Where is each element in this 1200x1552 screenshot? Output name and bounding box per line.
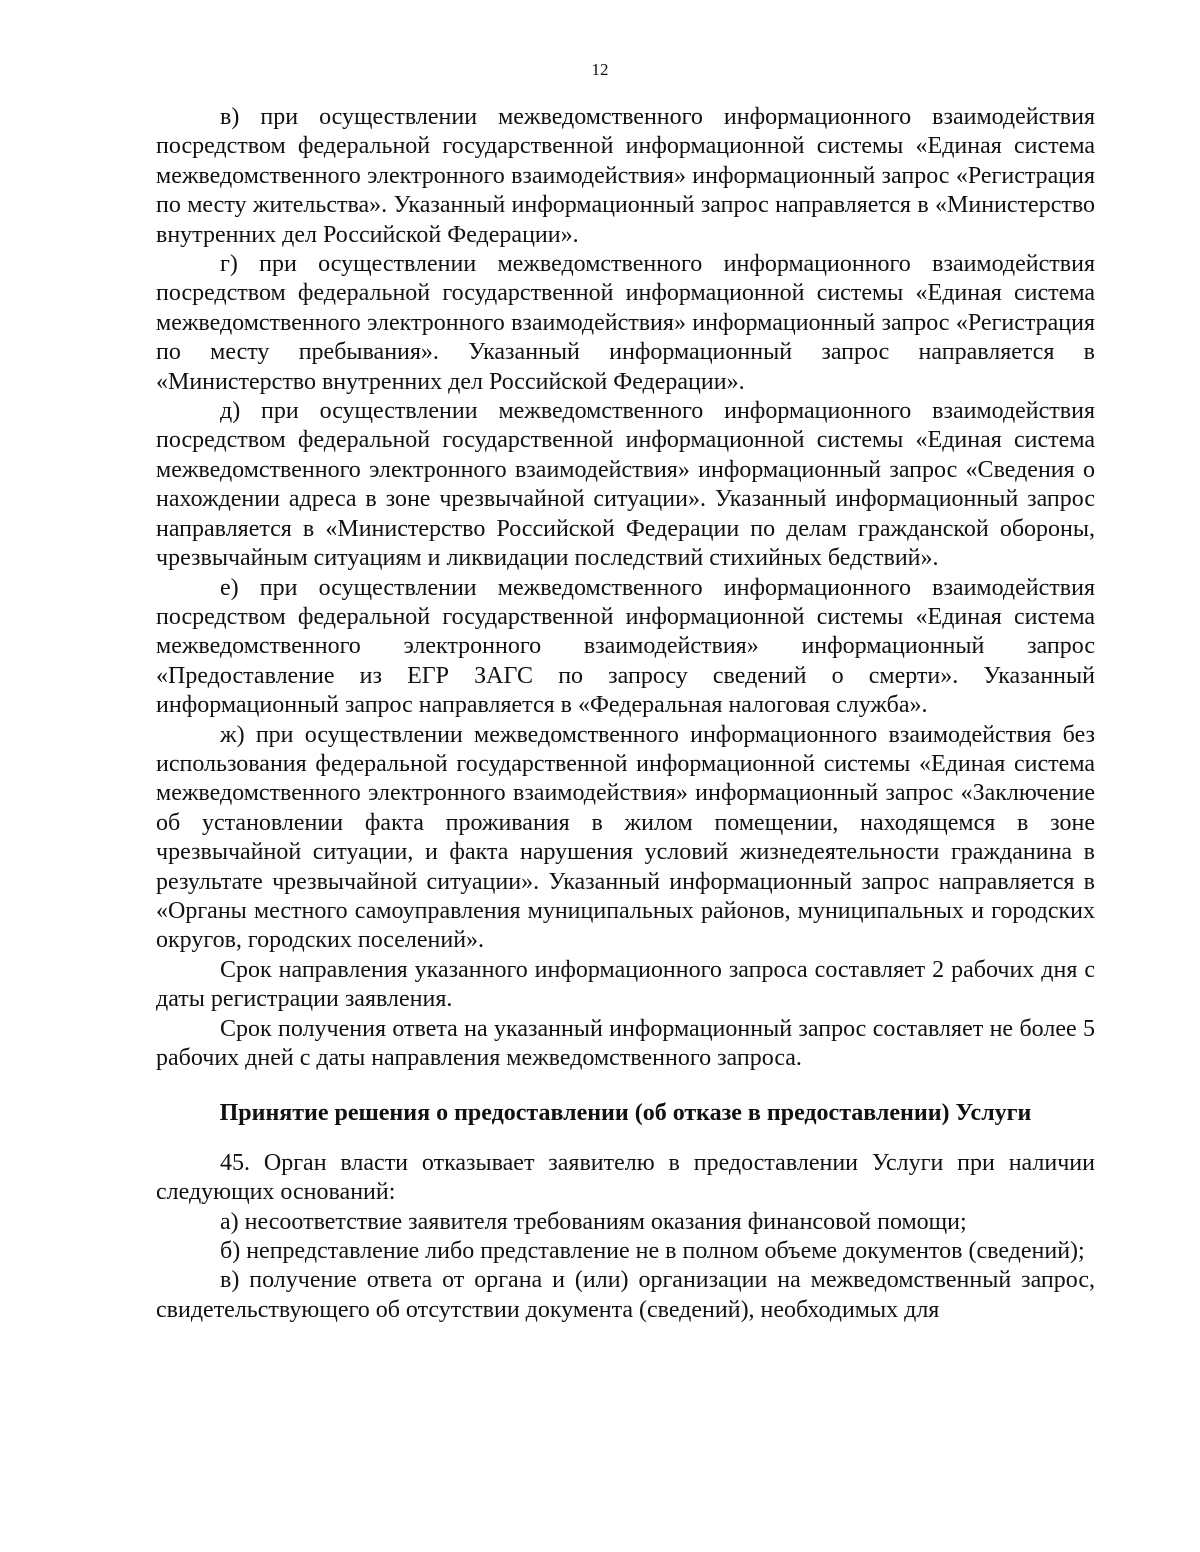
section-heading: Принятие решения о предоставлении (об отказе в предоставлении) Услуги: [219, 1100, 1032, 1127]
paragraph-response-deadline: Срок получения ответа на указанный информационный запрос составляет не более 5 рабочих дней с даты направления межведомственного запроса.: [156, 1015, 1095, 1071]
paragraph-45-b: б) непредставление либо представление не в полном объеме документов (сведений);: [220, 1238, 1085, 1265]
paragraph-item-d: д) при осуществлении межведомственного информационного взаимодействия посредством федеральной государственной информационной системы «Единая система межведомственного электронного взаимодействия» информационный запрос «Сведения о нахождении адреса в зоне чрезвычайной ситуации». Указанный информационный запрос направляется в «Министерство Российской Федерации по делам гражданской обороны, чрезвычайным ситуациям и ликвидации последствий стихийных бедствий».: [156, 398, 1095, 572]
paragraph-item-g: г) при осуществлении межведомственного информационного взаимодействия посредством федеральной государственной информационной системы «Единая система межведомственного электронного взаимодействия» информационный запрос «Регистрация по месту пребывания». Указанный информационный запрос направляется в «Министерство внутренних дел Российской Федерации».: [156, 251, 1095, 395]
paragraph-item-zh: ж) при осуществлении межведомственного информационного взаимодействия без использования федеральной государственной информационной системы «Единая система межведомственного электронного взаимодействия» информационный запрос «Заключение об установлении факта проживания в жилом помещении, находящемся в зоне чрезвычайной ситуации, и факта нарушения условий жизнедеятельности гражданина в результате чрезвычайной ситуации». Указанный информационный запрос направляется в «Органы местного самоуправления муниципальных районов, муниципальных и городских округов, городских поселений».: [156, 721, 1095, 954]
paragraph-item-v: в) при осуществлении межведомственного информационного взаимодействия посредством федеральной государственной информационной системы «Единая система межведомственного электронного взаимодействия» информационный запрос «Регистрация по месту жительства». Указанный информационный запрос направляется в «Министерство внутренних дел Российской Федерации».: [156, 104, 1095, 248]
paragraph-45: 45. Орган власти отказывает заявителю в предоставлении Услуги при наличии следующих оснований:: [156, 1149, 1095, 1206]
paragraph-request-deadline: Срок направления указанного информационного запроса составляет 2 рабочих дня с даты регистрации заявления.: [156, 956, 1095, 1013]
paragraph-item-e: е) при осуществлении межведомственного информационного взаимодействия посредством федеральной государственной информационной системы «Единая система межведомственного электронного взаимодействия» информационный запрос «Предоставление из ЕГР ЗАГС по запросу сведений о смерти». Указанный информационный запрос направляется в «Федеральная налоговая служба».: [156, 574, 1095, 719]
document-body: [156, 103, 1095, 1325]
paragraph-45-v: в) получение ответа от органа и (или) организации на межведомственный запрос, свидетельствующего об отсутствии документа (сведений), необходимых для: [156, 1267, 1095, 1323]
paragraph-45-a: а) несоответствие заявителя требованиям оказания финансовой помощи;: [220, 1208, 967, 1235]
page-number: 12: [591, 60, 609, 79]
